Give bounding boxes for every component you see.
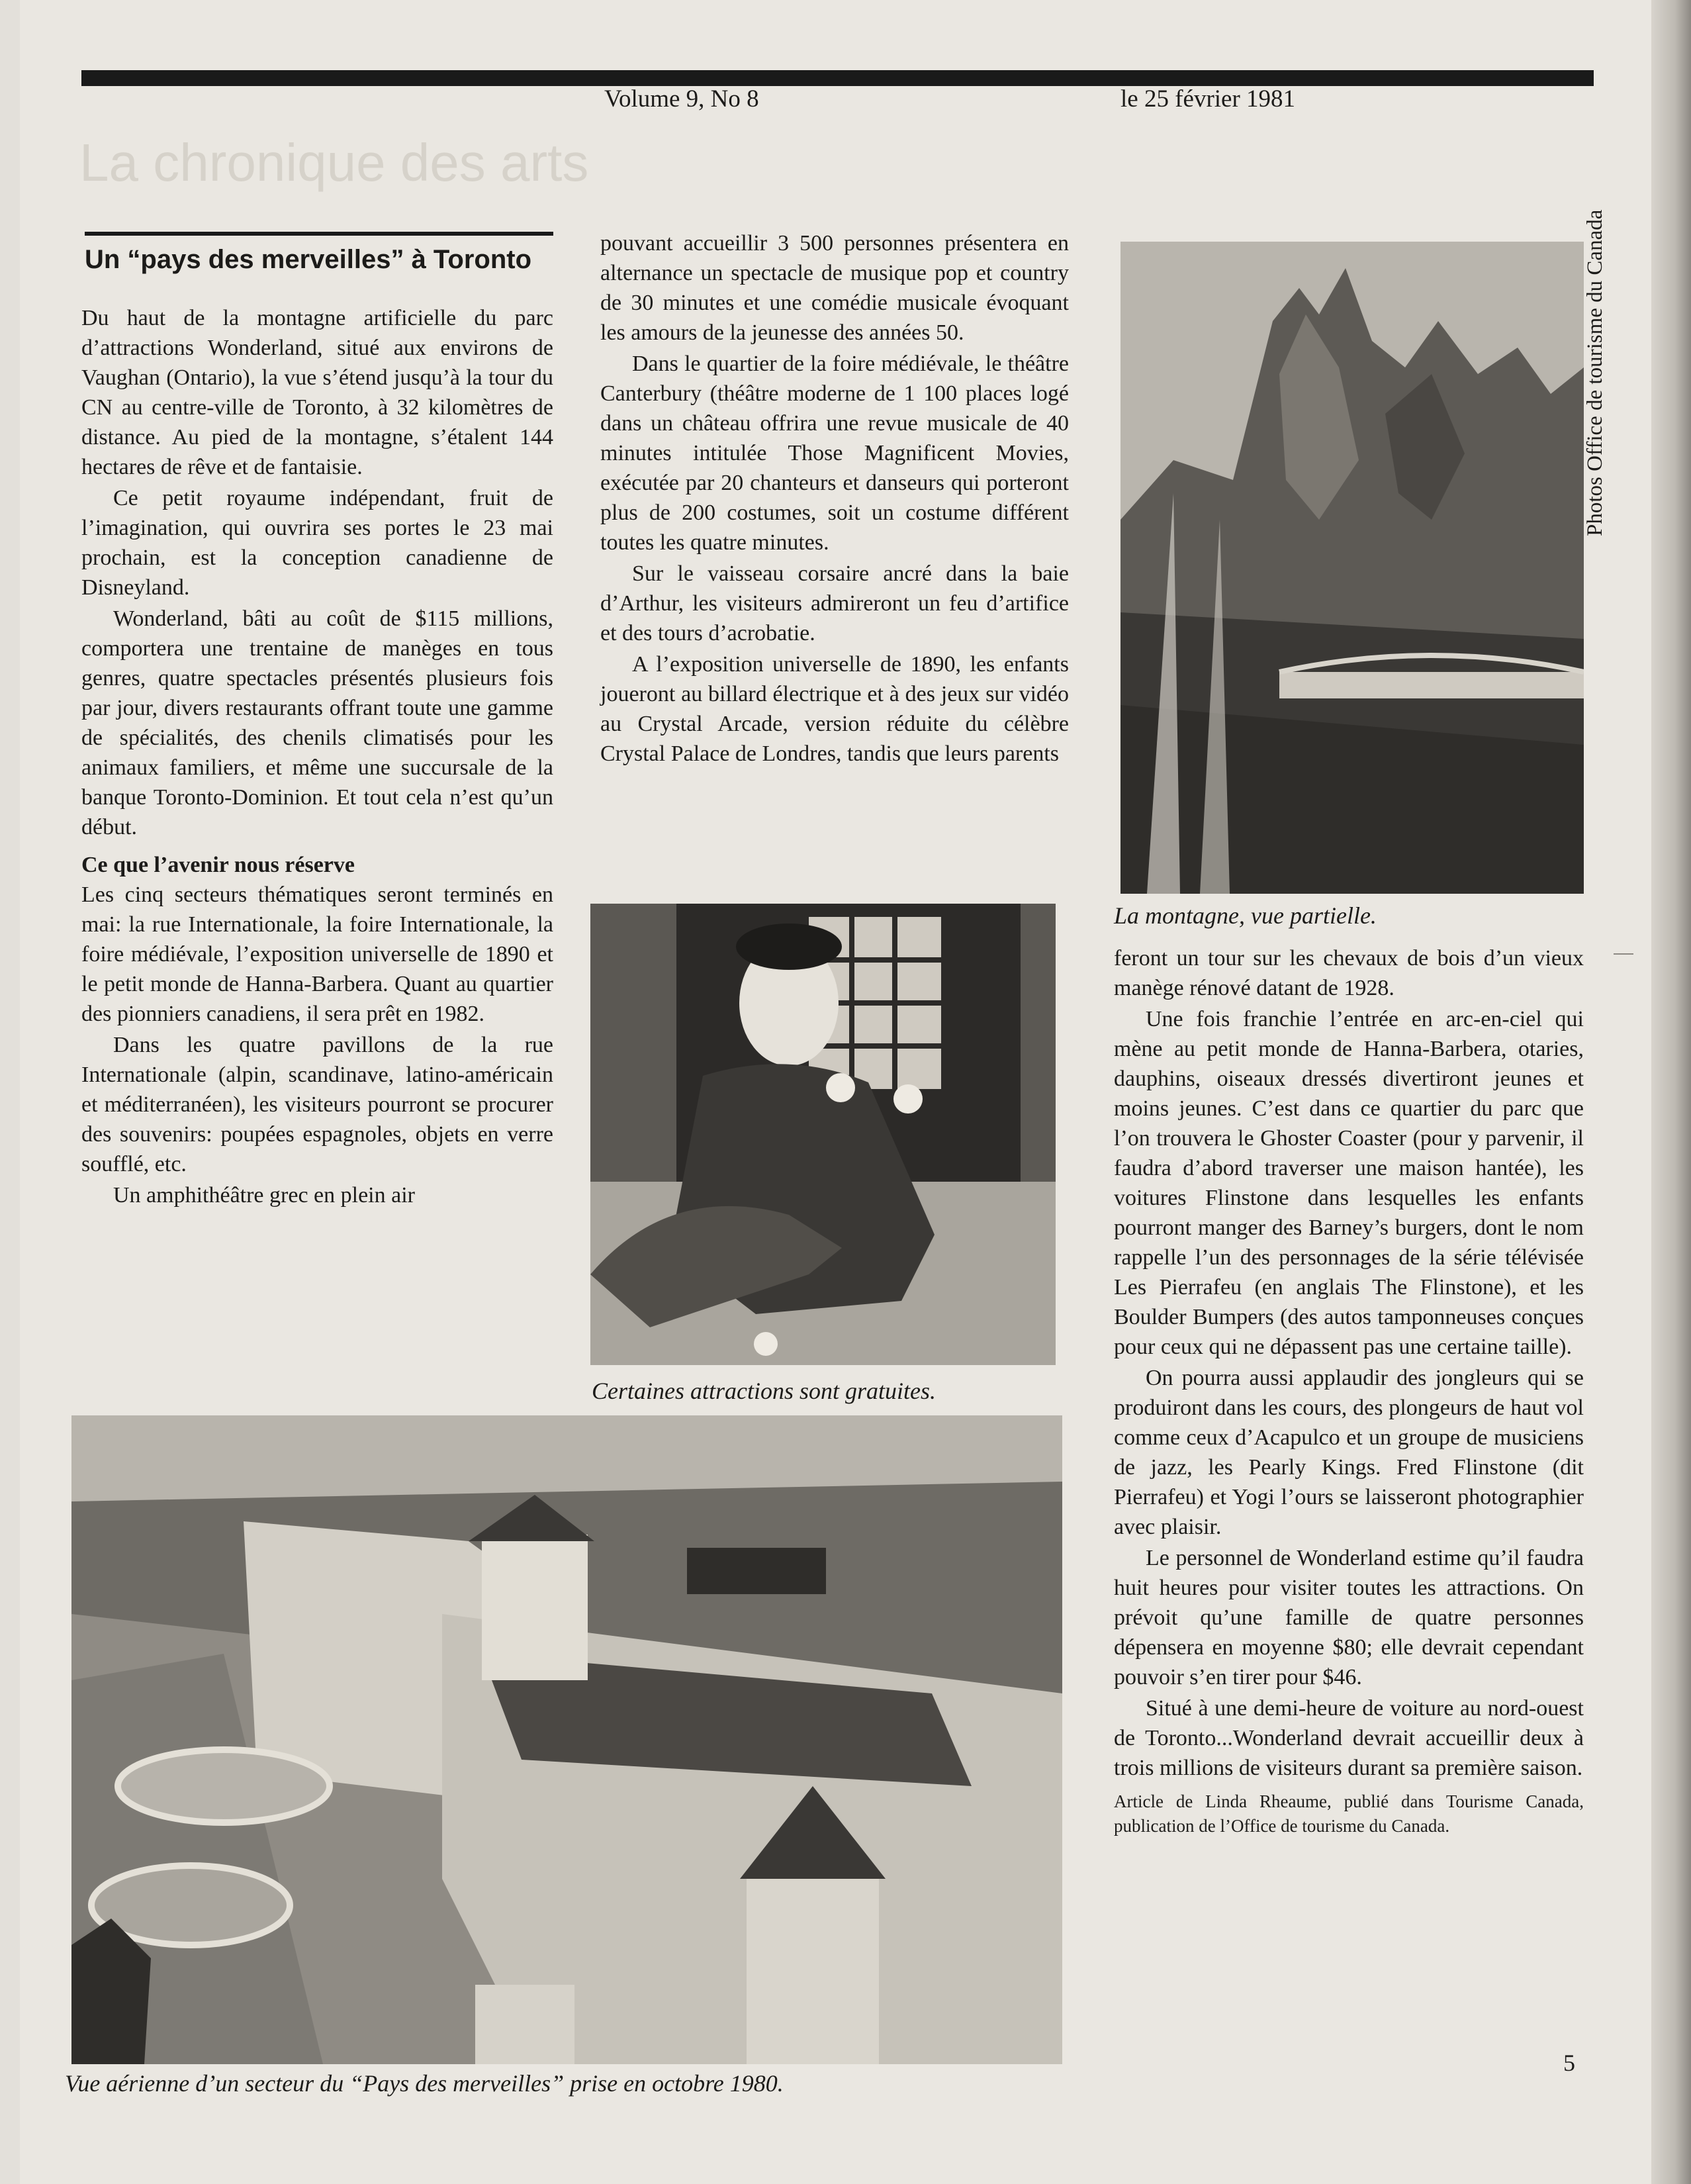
- article-headline: Un “pays des merveilles” à Toronto: [85, 245, 532, 274]
- article-attribution: Article de Linda Rheaume, publié dans Tourisme Canada, publication de l’Office de tourisme du Canada.: [1114, 1791, 1584, 1836]
- paragraph: Sur le vaisseau corsaire ancré dans la baie d’Arthur, les visiteurs admireront un feu d’artifice et des tours d’acrobatie.: [600, 561, 1069, 645]
- paragraph: Un amphithéâtre grec en plein air: [113, 1183, 415, 1208]
- page-number: 5: [1563, 2050, 1575, 2076]
- aerial-photo: [71, 1415, 1062, 2064]
- headline-rule: [85, 232, 553, 236]
- mime-juggler-photo: [590, 904, 1056, 1365]
- issue-date: le 25 février 1981: [1120, 85, 1296, 113]
- paragraph: Les cinq secteurs thématiques seront terminés en mai: la rue Internationale, la foire Internationale, la foire médiévale, l’exposition universelle de 1890 et le petit monde de Hanna-Barbera. Quant au quartier des pionniers canadiens, il sera prêt en 1982.: [81, 882, 553, 1026]
- photo-credit: Photos Office de tourisme du Canada: [1583, 209, 1607, 536]
- column-3: [1114, 943, 1584, 1838]
- paragraph: Dans le quartier de la foire médiévale, le théâtre Canterbury (théâtre moderne de 1 100 places logé dans un château offrira une revue musicale de 40 minutes intitulée Those Magnificent Movies, exécutée par 20 chanteurs et danseurs qui porteront plus de 200 costumes, soit un costume différent toutes les quatre minutes.: [600, 352, 1069, 555]
- header-rule: [81, 70, 1594, 86]
- paragraph: Wonderland, bâti au coût de $115 millions, comportera une trentaine de manèges en tous genres, quatre spectacles présentés plusieurs fois par jour, divers restaurants offrant toute une gamme de spécialités, des chenils climatisés pour les animaux familiers, et même une succursale de la banque Toronto-Dominion. Et tout cela n’est qu’un début.: [81, 606, 553, 839]
- paragraph: Du haut de la montagne artificielle du parc d’attractions Wonderland, situé aux environs de Vaughan (Ontario), la vue s’étend jusqu’à la tour du CN au centre-ville de Toronto, à 32 kilomètres de distance. Au pied de la montagne, s’étalent 144 hectares de rêve et de fantaisie.: [81, 306, 553, 479]
- subheading: Ce que l’avenir nous réserve: [81, 853, 355, 877]
- mime-caption: Certaines attractions sont gratuites.: [592, 1378, 937, 1404]
- section-title-showthrough: La chronique des arts: [79, 133, 589, 192]
- paragraph: Le personnel de Wonderland estime qu’il faudra huit heures pour visiter toutes les attractions. On prévoit qu’une famille de quatre personnes dépensera en moyenne $80; elle devrait cependant pouvoir s’en tirer pour $46.: [1114, 1546, 1584, 1689]
- volume-label: Volume 9, No 8: [604, 85, 759, 113]
- page-mark: [1614, 953, 1633, 955]
- paragraph: Situé à une demi-heure de voiture au nord-ouest de Toronto...Wonderland devrait accueillir deux à trois millions de visiteurs durant sa première saison.: [1114, 1696, 1584, 1780]
- binding-edge: [1651, 0, 1691, 2184]
- aerial-caption: Vue aérienne d’un secteur du “Pays des merveilles” prise en octobre 1980.: [65, 2070, 784, 2097]
- column-2: [600, 228, 1069, 770]
- paragraph: On pourra aussi applaudir des jongleurs qui se produiront dans les cours, des plongeurs de haut vol comme ceux d’Acapulco et un groupe de musiciens de jazz, les Pearly Kings. Fred Flinstone (dit Pierrafeu) et Yogi l’ours se laisseront photographier avec plaisir.: [1114, 1366, 1584, 1539]
- paragraph: Ce petit royaume indépendant, fruit de l’imagination, qui ouvrira ses portes le 23 mai prochain, est la conception canadienne de Disneyland.: [81, 486, 553, 600]
- paragraph: Dans les quatre pavillons de la rue Internationale (alpin, scandinave, latino-américain et méditerranéen), les visiteurs pourront se procurer des souvenirs: poupées espagnoles, objets en verre soufflé, etc.: [81, 1033, 553, 1176]
- paragraph: feront un tour sur les chevaux de bois d’un vieux manège rénové datant de 1928.: [1114, 946, 1584, 1000]
- mountain-caption: La montagne, vue partielle.: [1114, 902, 1377, 929]
- paragraph: pouvant accueillir 3 500 personnes présentera en alternance un spectacle de musique pop et country de 30 minutes et une comédie musicale évoquant les amours de la jeunesse des années 50.: [600, 231, 1069, 345]
- mountain-photo: [1120, 242, 1584, 894]
- paragraph: A l’exposition universelle de 1890, les enfants joueront au billard électrique et à des jeux sur vidéo au Crystal Arcade, version réduite du célèbre Crystal Palace de Londres, tandis que leurs parents: [600, 652, 1069, 766]
- column-1: [81, 303, 553, 1211]
- paragraph: Une fois franchie l’entrée en arc-en-ciel qui mène au petit monde de Hanna-Barbera, otaries, dauphins, oiseaux dressés divertiront jeunes et moins jeunes. C’est dans ce quartier du parc que l’on trouvera le Ghoster Coaster (pour y parvenir, il faudra d’abord traverser une maison hantée), les voitures Flinstone dans lesquelles les enfants pourront manger des Barney’s burgers, dont le nom rappelle l’un des personnages de la série télévisée Les Pierrafeu (en anglais The Flinstone), et les Boulder Bumpers (des autos tamponneuses conçues pour ceux qui ne dépassent pas une certaine taille).: [1114, 1007, 1584, 1359]
